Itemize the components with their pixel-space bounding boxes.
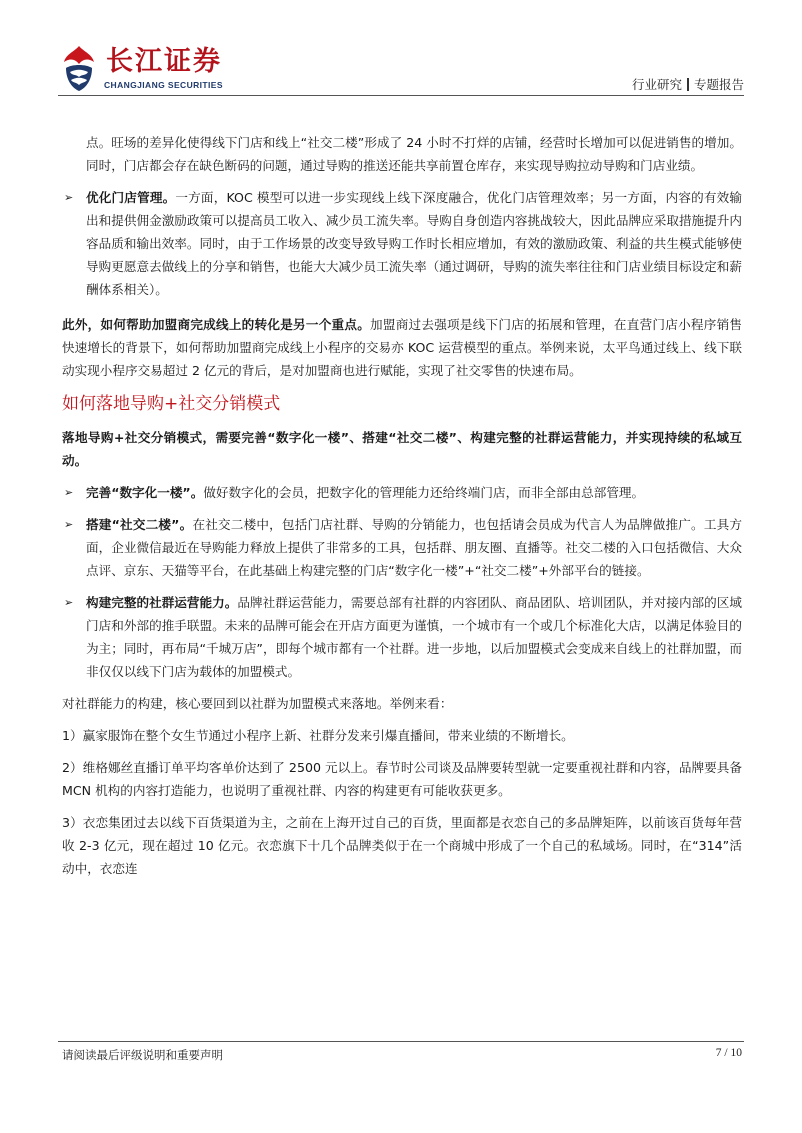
bullet-digital-first-floor: [62, 481, 742, 504]
bullet-title: 优化门店管理。: [86, 190, 176, 205]
bullet-title: 完善“数字化一楼”。: [86, 485, 204, 500]
bullet-text: 做好数字化的会员，把数字化的管理能力还给终端门店，而非全部由总部管理。: [203, 485, 645, 500]
paragraph-example-2: 2）维格娜丝直播订单平均客单价达到了 2500 元以上。春节时公司谈及品牌要转型就一定要重视社群和内容，品牌要具备 MCN 机构的内容打造能力，也说明了重视社群、内容的构建更有可能收获更多。: [62, 760, 742, 798]
paragraph-example-3: 3）衣恋集团过去以线下百货渠道为主，之前在上海开过自己的百货，里面都是衣恋自己的多品牌矩阵，以前该百货每年营收 2-3 亿元，现在超过 10 亿元。衣恋旗下十几个品牌类似于在一个商城中形成了一个自己的私域场。同时，在“314”活动中，衣恋连: [62, 815, 742, 876]
paragraph-lead: 此外，如何帮助加盟商完成线上的转化是另一个重点。: [62, 317, 371, 332]
paragraph-text: 加盟商过去强项是线下门店的拓展和管理，在直营门店小程序销售快速增长的背景下，如何帮助加盟商完成线上小程序的交易亦 KOC 运营模型的重点。举例来说，太平鸟通过线上、线下联动实现小程序交易超过 2 亿元的背后，是对加盟商也进行赋能，实现了社交零售的快速布局。: [62, 317, 743, 378]
header-divider: [58, 95, 744, 96]
paragraph-franchise: [62, 313, 742, 382]
footer-disclaimer: 请阅读最后评级说明和重要声明: [62, 1048, 223, 1062]
page-header: [0, 0, 802, 100]
report-category: [632, 75, 744, 93]
arrow-bullet-icon: ➢: [64, 518, 74, 531]
bullet-text: 一方面，KOC 模型可以进一步实现线上线下深度融合，优化门店管理效率；另一方面，内容的有效输出和提供佣金激励政策可以提高员工收入、减少员工流失率。导购自身创造内容挑战较大，因此品牌应采取措施提升内容品质和输出效率。同时，由于工作场景的改变导致导购工作时长相应增加，有效的激励政策、利益的共生模式能够使导购更愿意去做线上的分享和销售，也能大大减少员工流失率（通过调研，导购的流失率往往和门店业绩目标设定和薪酬体系相关）。: [86, 190, 742, 297]
bullet-optimize-store: [62, 186, 742, 301]
bullet-social-second-floor: [62, 513, 742, 582]
category-label: 行业研究: [631, 77, 682, 92]
paragraph-example-1: 1）赢家服饰在整个女生节通过小程序上新、社群分发来引爆直播间，带来业绩的不断增长。: [62, 728, 574, 743]
paragraph-examples-intro: 对社群能力的构建，核心要回到以社群为加盟模式来落地。举例来看：: [62, 696, 453, 711]
document-body: [62, 131, 742, 880]
section-lead: 落地导购+社交分销模式，需要完善“数字化一楼”、搭建“社交二楼”、构建完整的社群运营能力，并实现持续的私域互动。: [62, 430, 742, 468]
bullet-title: 构建完整的社群运营能力。: [86, 595, 238, 610]
logo-chinese-name: 长江证券: [106, 46, 222, 77]
bullet-title: 搭建“社交二楼”。: [86, 517, 193, 532]
footer-divider: [58, 1041, 744, 1042]
subcategory-label: 专题报告: [693, 77, 744, 92]
bullet-text: 在社交二楼中，包括门店社群、导购的分销能力，也包括请会员成为代言人为品牌做推广。工具方面，企业微信最近在导购能力释放上提供了非常多的工具，包括群、朋友圈、直播等。社交二楼的入口包括微信、大众点评、京东、天猫等平台，在此基础上构建完整的门店“数字化一楼”+“社交二楼”+外部平台的链接。: [86, 517, 742, 578]
paragraph-continuation: 点。旺场的差异化使得线下门店和线上“社交二楼”形成了 24 小时不打烊的店铺，经营时长增加可以促进销售的增加。同时，门店都会存在缺色断码的问题，通过导购的推送还能共享前置仓库存，来实现导购拉动导购和门店业绩。: [86, 135, 742, 173]
arrow-bullet-icon: ➢: [64, 486, 74, 499]
bullet-community-ops: [62, 591, 742, 683]
bullet-text: 品牌社群运营能力，需要总部有社群的内容团队、商品团队、培训团队，并对接内部的区域门店和外部的推手联盟。未来的品牌可能会在开店方面更为谨慎，一个城市有一个或几个标准化大店，以满足体验目的为主；同时，再布局“千城万店”，即每个城市都有一个社群。进一步地，以后加盟模式会变成来自线上的社群加盟，而非仅仅以线下门店为载体的加盟模式。: [86, 595, 743, 679]
changjiang-logo-icon: [62, 44, 96, 92]
logo-english-name: CHANGJIANG SECURITIES: [104, 80, 223, 90]
page-number: 7 / 10: [715, 1047, 742, 1059]
section-title: 如何落地导购+社交分销模式: [62, 394, 281, 414]
category-separator: [687, 78, 689, 91]
arrow-bullet-icon: ➢: [64, 596, 74, 609]
arrow-bullet-icon: ➢: [64, 191, 74, 204]
